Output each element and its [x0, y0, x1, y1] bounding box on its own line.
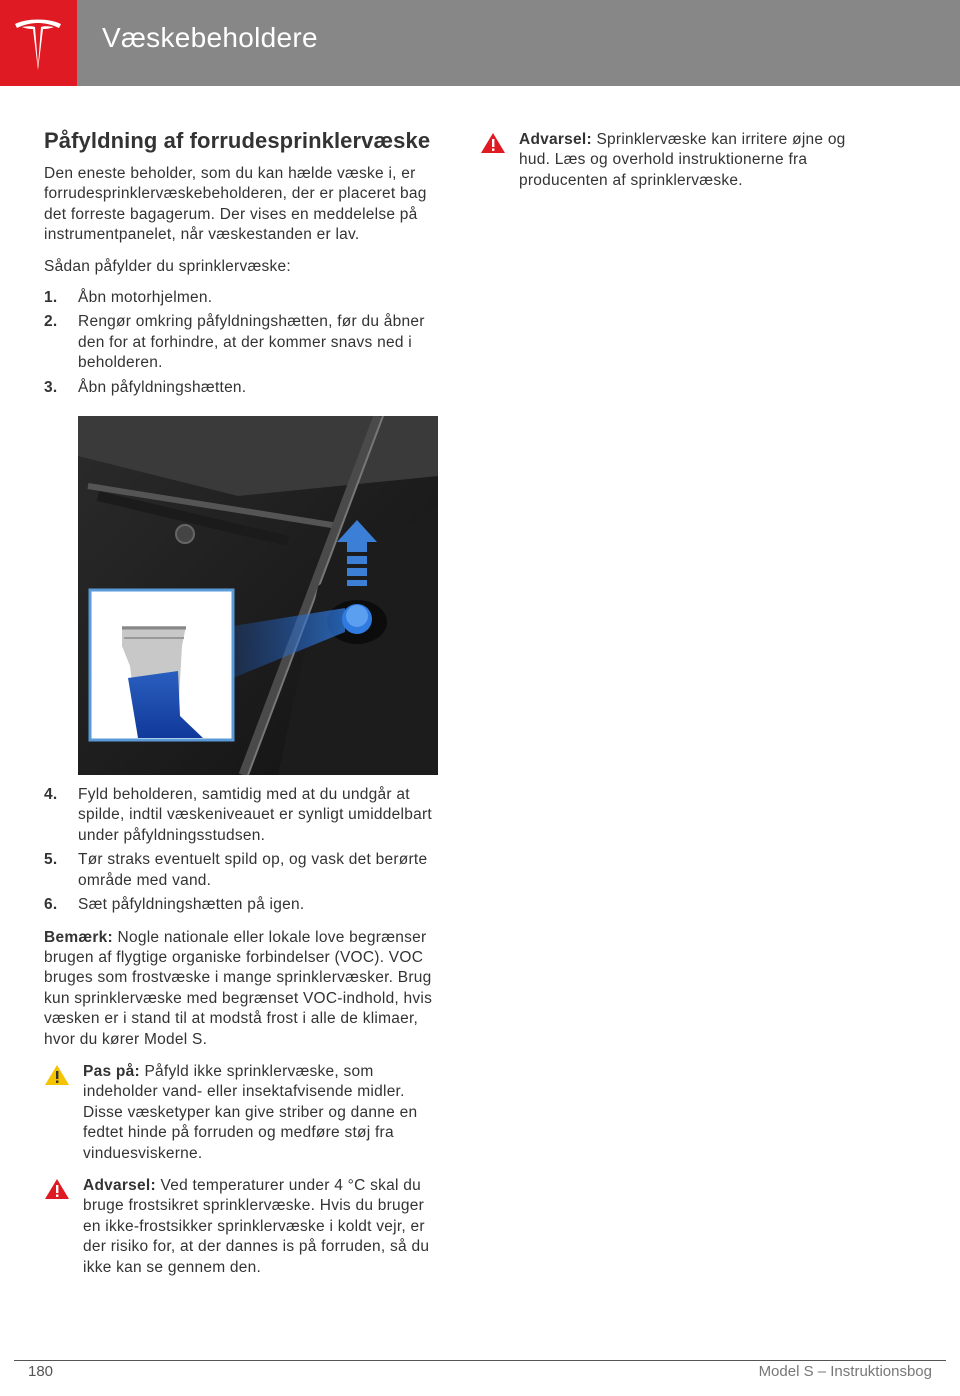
step-number: 6.	[44, 896, 58, 914]
caution-callout	[44, 1062, 438, 1164]
warning-triangle-icon	[44, 1178, 70, 1200]
caution-label: Pas på:	[83, 1062, 140, 1080]
warning-callout	[480, 130, 880, 191]
page-number: 180	[28, 1363, 54, 1380]
howto-paragraph: Sådan påfylder du sprinklervæske:	[44, 257, 291, 275]
step-item	[44, 312, 438, 373]
right-column	[480, 128, 880, 191]
warning-text: Sprinklervæske kan irritere øjne og hud. Læs og overhold instruktionerne fra producenten af sprinklervæske.	[519, 131, 846, 189]
step-item	[44, 785, 438, 846]
step-text: Tør straks eventuelt spild op, og vask det berørte område med vand.	[78, 851, 428, 889]
step-item	[44, 850, 438, 891]
section-heading: Påfyldning af forrudesprinklervæske	[44, 128, 431, 153]
warning-text: Ved temperaturer under 4 °C skal du bruge frostsikret sprinklervæske. Hvis du bruger en ikke-frostsikker sprinklervæske i koldt vejr, er der risiko for, at der dannes is på forruden, så du ikke kan se gennem den.	[83, 1176, 430, 1276]
step-item	[44, 288, 438, 308]
note-label: Bemærk:	[44, 928, 113, 946]
steps-list-continued	[44, 785, 438, 915]
step-text: Sæt påfyldningshætten på igen.	[78, 896, 305, 914]
tesla-logo-icon	[13, 16, 63, 72]
warning-callout	[44, 1176, 438, 1278]
note-paragraph	[44, 928, 438, 1050]
step-number: 2.	[44, 313, 58, 331]
warning-text-block	[519, 130, 880, 191]
page-title: Væskebeholdere	[102, 22, 318, 53]
step-number: 1.	[44, 289, 58, 307]
note-text: Nogle nationale eller lokale love begrænser brugen af flygtige organiske forbindelser (VOC). VOC bruges som frostvæske i mange sprinklervæsker. Brug kun sprinklervæske med begrænset VOC-indhold, hvis væsken er i stand til at modstå frost i alle de klimaer, hvor du kører Model S.	[44, 928, 433, 1048]
warning-triangle-icon	[480, 132, 506, 154]
warning-text-block	[83, 1176, 438, 1278]
tesla-logo	[0, 0, 77, 86]
caution-text-block	[83, 1062, 438, 1164]
caution-triangle-icon	[44, 1064, 70, 1086]
step-text: Åbn påfyldningshætten.	[78, 378, 247, 396]
step-text: Fyld beholderen, samtidig med at du undgår at spilde, indtil væskeniveauet er synligt umiddelbart under påfyldningsstudsen.	[78, 786, 432, 844]
washer-reservoir-illustration	[78, 416, 438, 775]
footer-divider	[14, 1360, 946, 1361]
step-text: Rengør omkring påfyldningshætten, før du åbner den for at forhindre, at der kommer snavs ned i beholderen.	[78, 313, 425, 372]
step-number: 3.	[44, 378, 58, 396]
steps-list	[44, 288, 438, 398]
footer-title: Model S – Instruktionsbog	[758, 1363, 932, 1380]
caution-text: Påfyld ikke sprinklervæske, som indeholder vand- eller insektafvisende midler. Disse væsketyper kan give striber og danne en fedtet hinde på forruden og medføre støj fra vinduesviskerne.	[83, 1062, 418, 1162]
step-item	[44, 378, 438, 398]
step-number: 4.	[44, 786, 58, 804]
step-number: 5.	[44, 851, 58, 869]
step-item	[44, 895, 438, 915]
left-column	[44, 128, 438, 1278]
page-header	[0, 0, 960, 86]
intro-paragraph: Den eneste beholder, som du kan hælde væske i, er forrudesprinklervæskebeholderen, der er placeret bag det forreste bagagerum. Der vises en meddelelse på instrumentpanelet, når væskestanden er lav.	[44, 165, 427, 244]
step-text: Åbn motorhjelmen.	[78, 289, 213, 307]
warning-label: Advarsel:	[83, 1176, 156, 1194]
warning-label: Advarsel:	[519, 131, 592, 148]
